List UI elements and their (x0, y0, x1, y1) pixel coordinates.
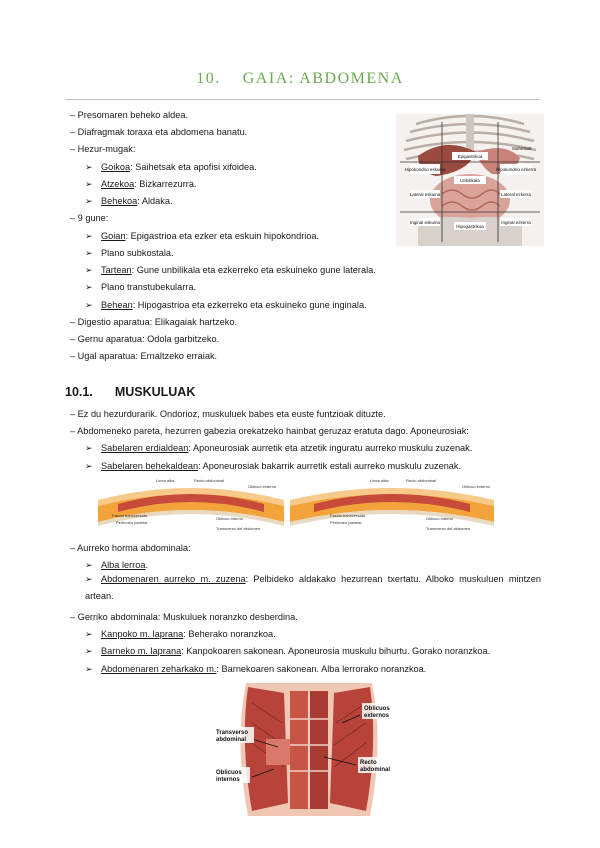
layer-label: Oblicuo interno (426, 516, 453, 521)
layer-label: Peritoneo parietal (116, 520, 148, 525)
list-item: ➢ Goian: Epigastrioa eta ezker eta eskuin hipokondrioa. (85, 231, 320, 241)
layer-label: Fascia transversalis (330, 513, 366, 518)
layer-label: Oblicuo externo (248, 484, 277, 489)
label-umb: Unbilikala (460, 178, 480, 183)
label-side: Saihetsak (512, 146, 532, 151)
label-hipo-r: Hipokondrio eskuina (404, 167, 446, 172)
list-item: ➢ Barneko m. laprana: Kanpokoaren sakonean. Aponeurosia muskulu bihurtu. Gorako noranzkoa. (85, 646, 491, 656)
list-item: ➢ Goikoa: Saihetsak eta apofisi xifoidea. (85, 162, 257, 172)
layer-label: Recto abdominal (194, 478, 225, 483)
list-item: – Ugal aparatua: Ernaltzeko erraiak. (70, 351, 218, 361)
list-item: ➢ Atzekoa: Bizkarrezurra. (85, 179, 197, 189)
list-item: – Aurreko horma abdominala: (70, 543, 191, 553)
layer-label: Recto abdominal (406, 478, 437, 483)
label-lat-l: Lateral ezkerra (500, 192, 532, 197)
layer-label: Oblicuo externo (462, 484, 491, 489)
label-lat-r: Lateral eskuina (409, 192, 441, 197)
label-hipo-l: Hipokondrio ezkerra (495, 167, 537, 172)
abdominal-muscles-figure (212, 683, 406, 816)
layer-label: Peritoneo parietal (330, 520, 362, 525)
list-item: – Digestio aparatua: Elikagaiak hartzeko. (70, 317, 238, 327)
list-item: – Presomaren beheko aldea. (70, 110, 188, 120)
list-item: ➢ Plano transtubekularra. (85, 282, 196, 292)
list-item: ➢ Abdomenaren zeharkako m.: Barnekoaren sakonean. Alba lerrorako noranzkoa. (85, 664, 427, 674)
list-item: – Ez du hezurdurarik. Ondorioz, muskuluek babes eta euste funtzioak dituzte. (70, 409, 386, 419)
chapter-number: 10. (196, 70, 221, 87)
abdomen-regions-figure (396, 114, 544, 246)
list-item: ➢ Behekoa: Aldaka. (85, 196, 173, 206)
list-item: – Hezur-mugak: (70, 144, 136, 154)
list-item: ➢ Behean: Hipogastrioa eta ezkerreko eta eskuineko gune inginala. (85, 300, 367, 310)
list-item: ➢ Plano subkostala. (85, 248, 174, 258)
list-item: – 9 gune: (70, 213, 109, 223)
svg-text:externos: externos (364, 713, 390, 719)
list-item: ➢ Sabelaren erdialdean: Aponeurosiak aurretik eta atzetik inguratu aurreko muskulu zuzenak. (85, 443, 473, 453)
list-item: – Gerriko abdominala: Muskuluek noranzko desberdina. (70, 612, 298, 622)
muscle-label-internal: Oblicuos (216, 770, 242, 776)
abdominal-wall-layers-figure-2 (290, 476, 494, 534)
layer-label: Oblicuo interno (216, 516, 243, 521)
layer-label: Transverso del abdomen (216, 526, 261, 531)
svg-text:internos: internos (216, 777, 240, 783)
list-item: ➢ Abdomenaren aurreko m. zuzena: Pelbideko aldakako hezurrean txertatu. Alboko muskuluen mintzen artean. (85, 574, 541, 601)
label-hypo: Hipogastrikoa (456, 224, 484, 229)
label-ing-l: Inginal ezkerra (501, 220, 531, 225)
label-ing-r: Inginal eskuina (409, 220, 441, 225)
layer-label: Fascia transversalis (112, 513, 148, 518)
list-item: ➢ Alba lerroa. (85, 560, 148, 570)
layer-label: Linea alba (156, 478, 175, 483)
muscle-label-transverse: Transverso (216, 730, 249, 736)
list-item: – Abdomeneko pareta, hezurren gabezia orekatzeko hainbat geruzaz eratuta dago. Aponeurosiak: (70, 426, 469, 436)
svg-text:abdominal: abdominal (216, 737, 247, 743)
list-item: – Diafragmak toraxa eta abdomena banatu. (70, 127, 248, 137)
title-divider (65, 99, 540, 100)
label-epigastric: Epigastrikoa (457, 154, 483, 159)
layer-label: Transverso del abdomen (426, 526, 471, 531)
abdominal-wall-layers-figure-1 (98, 476, 284, 534)
list-item: ➢ Kanpoko m. laprana: Beherako noranzkoa. (85, 629, 276, 639)
list-item: – Gernu aparatua: Odola garbitzeko. (70, 334, 220, 344)
svg-text:abdominal: abdominal (360, 767, 391, 773)
section-heading: 10.1. MUSKULUAK (65, 385, 196, 399)
muscle-label-external: Oblicuos (364, 706, 390, 712)
list-item: ➢ Sabelaren behekaldean: Aponeurosiak bakarrik aurretik estali aurreko muskulu zuzenak. (85, 461, 462, 471)
layer-label: Linea alba (370, 478, 389, 483)
muscle-label-rectus: Recto (360, 760, 377, 766)
chapter-title (0, 70, 600, 88)
list-item: ➢ Tartean: Gune unbilikala eta ezkerreko eta eskuineko gune laterala. (85, 265, 376, 275)
chapter-name: GAIA: ABDOMENA (242, 70, 404, 87)
